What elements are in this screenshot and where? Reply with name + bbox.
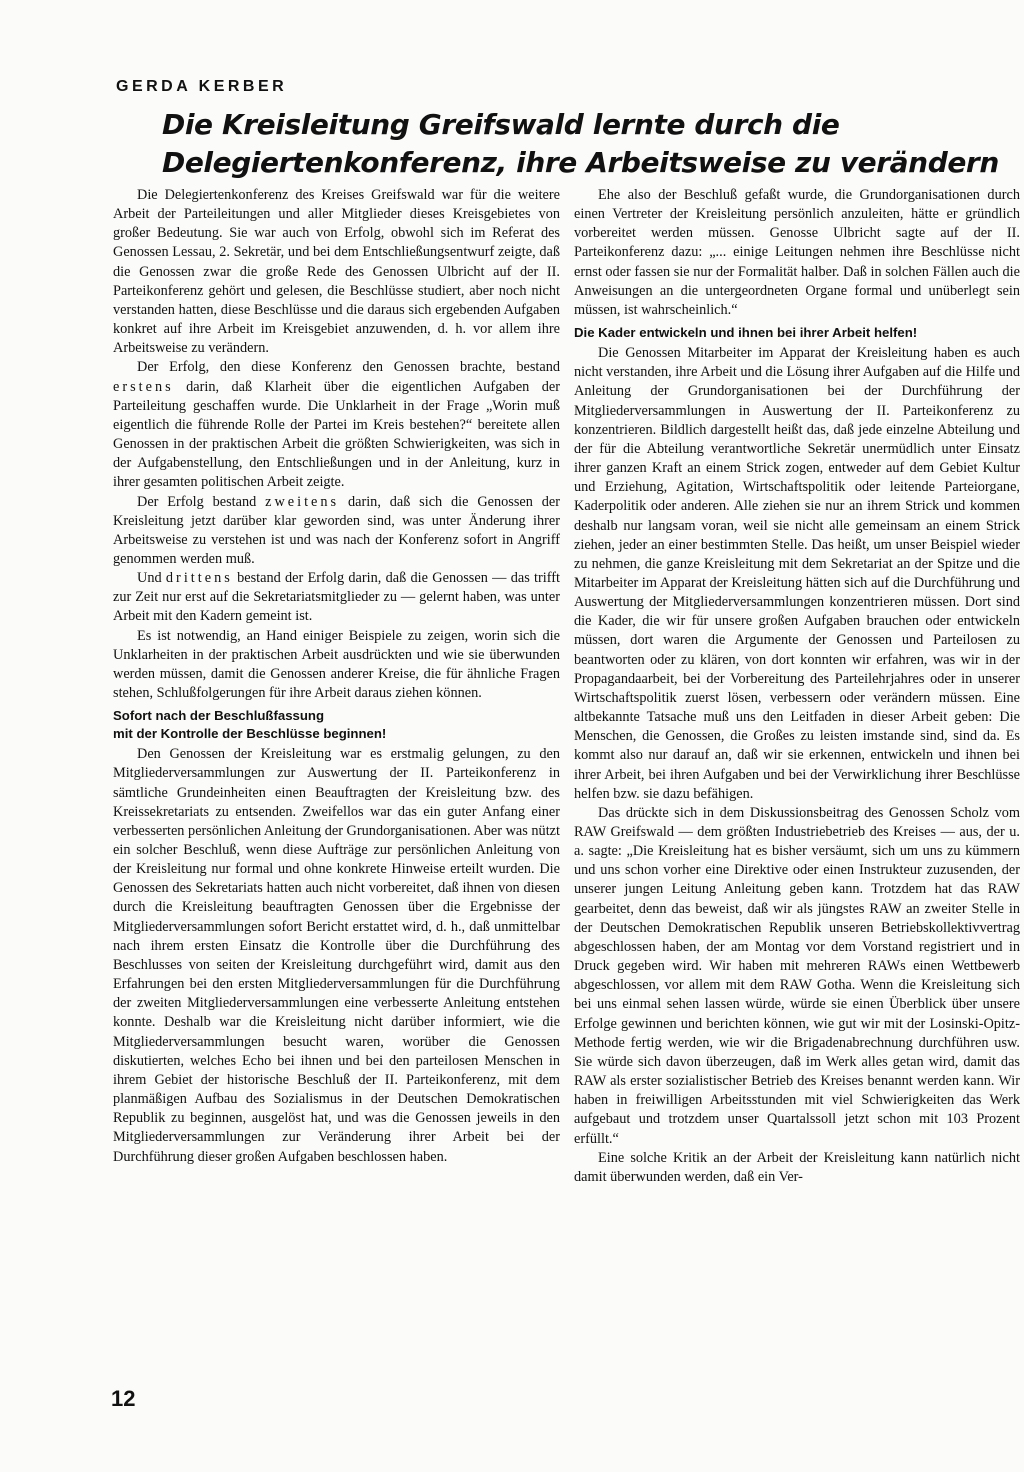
paragraph-text: bestand der Erfolg darin, daß die Genossen — das trifft zur Zeit nur erst auf die Sekretariatsmitglieder zu — gelernt haben, was unter Arbeit mit den Kadern gemeint ist. [113, 570, 560, 625]
paragraph-text: darin, daß sich die Genossen der Kreisleitung jetzt darüber klar geworden sind, was unter Änderung ihrer Arbeitsweise zu verstehen ist und was nach der Konferenz sofort in Angriff genommen werden muß. [113, 493, 560, 567]
paragraph-text: Der Erfolg bestand [137, 493, 266, 510]
left-column [113, 186, 560, 1167]
emphasis-word: zweitens [265, 493, 340, 510]
paragraph: Ehe also der Beschluß gefaßt wurde, die Grundorganisationen durch einen Vertreter der Kreisleitung persönlich anzuleiten, hätte er gründlich vorbereitet werden müssen. Genosse Ulbricht sagte auf der II. Parteikonferenz dazu: „... einige Leitungen nehmen ihre Beschlüsse nicht ernst oder fassen sie nur der Formalität halber. Daß in solchen Fällen auch die Anweisungen an die untergeordneten Organe formal und unüberlegt sein müssen, ist wahrscheinlich.“ [574, 187, 1020, 318]
author-name: GERDA KERBER [116, 78, 288, 95]
paragraph-text: Der Erfolg, den diese Konferenz den Genossen brachte, bestand [137, 359, 560, 376]
section-heading: Die Kader entwickeln und ihnen bei ihrer Arbeit helfen! [574, 325, 918, 341]
paragraph: Das drückte sich in dem Diskussionsbeitrag des Genossen Scholz vom RAW Greifswald — dem größten Industriebetrieb des Kreises — aus, der u. a. sagte: „Die Kreisleitung hat es bisher versäumt, sich um uns zu kümmern und uns schon vorher eine Direktive oder einen Instrukteur zuzusenden, der unserer jungen Leitung Anleitung geben kann. Trotzdem hat das RAW gearbeitet, denn das beweist, daß wir als jüngstes RAW an zweiter Stelle in der Deutschen Demokratischen Republik unseren Betriebskollektivvertrag abgeschlossen haben, der am Montag vor dem Vorstand registriert und in Druck gegeben wird. Wir haben mit mehreren RAWs einen Wettbewerb abgeschlossen, vor allem mit dem RAW Gotha. Wenn die Kreisleitung sich bei uns einmal sehen lassen würde, würde sie einen Überblick über unsere Erfolge gewinnen und berichten können, wie gut wir mit der Losinski-Opitz-Methode fertig werden, wie wir die Brigadenabrechnung durchführen usw. Sie würde sich davon überzeugen, daß im Werk alles getan wird, damit das RAW als erster sozialistischer Betrieb des Kreises benannt werden kann. Wir haben in freiwilligen Arbeitsstunden mit viel Schwierigkeiten das Werk aufgebaut und trotzdem unser Quartalssoll jetzt schon mit 103 Prozent erfüllt.“ [574, 804, 1020, 1147]
paragraph: Eine solche Kritik an der Arbeit der Kreisleitung kann natürlich nicht damit überwunden werden, daß ein Ver- [574, 1149, 1020, 1185]
paragraph: Es ist notwendig, an Hand einiger Beispiele zu zeigen, worin sich die Unklarheiten in der praktischen Arbeit ausdrückten und wie sie überwunden werden müssen, damit die Genossen anderer Kreise, die für ähnliche Fragen stehen, Schlußfolgerungen für ihre Arbeit daraus ziehen können. [113, 627, 560, 702]
paragraph [113, 358, 560, 492]
section-heading-line: Sofort nach der Beschlußfassung [113, 708, 325, 724]
headline-line-2: Delegiertenkonferenz, ihre Arbeitsweise zu verändern [162, 146, 999, 179]
paragraph-text: darin, daß Klarheit über die eigentlichen Aufgaben der Parteileitung geschaffen wurde. Die Unklarheit in der Frage „Worin muß eigentlich die führende Rolle der Partei im Kreis bestehen?“ bereitete allen Genossen in der praktischen Arbeit die größten Schwierigkeiten, was sich in der Aufgabenstellung, den Entschließungen und in der Anleitung, kurz in ihrer gesamten politischen Arbeit zeigte. [113, 378, 560, 491]
emphasis-word: drittens [165, 570, 233, 587]
paragraph: Die Delegiertenkonferenz des Kreises Greifswald war für die weitere Arbeit der Parteileitungen und aller Mitglieder dieses Kreisgebietes von großer Bedeutung. Sie war auch von Erfolg, obwohl sich im Referat des Genossen Lessau, 2. Sekretär, und bei dem Entschließungsentwurf zeigte, daß die Genossen zwar die große Rede des Genossen Ulbricht auf der II. Parteikonferenz gehört und gelesen, die Beschlüsse studiert, aber noch nicht verstanden hatten, diese Beschlüsse und die daraus sich ergebenden Aufgaben konkret auf ihre Arbeit im Kreisgebiet anzuwenden, d. h. vor allem ihre Arbeitsweise zu verändern. [113, 187, 560, 357]
paragraph [113, 569, 560, 626]
emphasis-word: erstens [113, 378, 174, 395]
paragraph-text: Und [137, 570, 166, 587]
paragraph [113, 493, 560, 570]
paragraph: Die Genossen Mitarbeiter im Apparat der Kreisleitung haben es auch nicht verstanden, ihre Arbeit und die Lösung ihrer Aufgaben auf die Hilfe und Anleitung der Grundorganisationen bei der Durchführung der Mitgliederversammlungen in Auswertung der II. Parteikonferenz zu konzentrieren. Bildlich dargestellt heißt das, daß jede einzelne Abteilung und der für die Abteilung verantwortliche Sekretär unermüdlich unter Einsatz ihrer ganzen Kraft an einem Strick zogen, entweder auf dem Gebiet Kultur und Erziehung, Agitation, Wirtschaftspolitik oder leitende Parteiorgane, Kaderpolitik oder anderen. Alle ziehen sie nur an ihrem Strick und kommen deshalb nur langsam voran, weil sie nicht alle gemeinsam an einem Strick ziehen, jeder an einer bestimmten Stelle. Das heißt, um unser Beispiel wieder zu nehmen, die ganze Kreisleitung mit dem Sekretariat an der Spitze und die Mitarbeiter im Apparat der Kreisleitung hätten sich auf die Durchführung und Auswertung der Mitgliederversammlungen konzentrieren müssen. Dort sind die Kader, die wir für unsere großen Aufgaben brauchen oder entwickeln müssen, dort waren die Argumente der Genossen und Parteilosen zu beantworten oder zu klären, von dort konnten wir erfahren, was wir in der Propagandaarbeit, bei der Vorbereitung des Parteilehrjahres oder in unserer Wirtschaftspolitik zuerst lösen, verbessern oder verändern müssen. Eine altbekannte Tatsache muß uns den Leitfaden in dieser Arbeit geben: Die Menschen, die Genossen, die Großes zu leisten imstande sind, sind da. Es kommt also nur darauf an, daß wir sie erkennen, entwickeln und ihnen bei ihrer Arbeit, bei ihren Aufgaben und bei der Verwirklichung ihrer Beschlüsse helfen bzw. sie dazu befähigen. [574, 345, 1020, 802]
section-heading [113, 707, 560, 743]
paragraph: Den Genossen der Kreisleitung war es erstmalig gelungen, zu den Mitgliederversammlungen zur Auswertung der II. Parteikonferenz in sämtliche Grundeinheiten einen Beauftragten der Kreisleitung bzw. des Kreissekretariats zu entsenden. Zweifellos war das ein guter Anfang einer verbesserten persönlichen Anleitung der Grundorganisationen. Aber was nützt ein solcher Beschluß, wenn diese Aufträge zur persönlichen Anleitung von der Kreisleitung nur formal und ohne konkrete Hinweise erteilt wurden. Die Genossen des Sekretariats hatten auch nicht vorbereitet, daß ihnen von diesen durch die Kreisleitung beauftragten Genossen über die Ergebnisse der Mitgliederversammlungen sofort Bericht erstattet wird, d. h., daß unmittelbar nach ihrem ersten Einsatz die Kontrolle über die Durchführung des Beschlusses von seiten der Kreisleitung durchgeführt wird, damit aus den Erfahrungen bei den ersten Mitgliederversammlungen für die Durchführung der zweiten Mitgliederversammlungen eine verbesserte Anleitung entstehen konnte. Deshalb war die Kreisleitung nicht darüber informiert, wie die Mitgliederversammlungen besucht waren, worüber die Genossen diskutierten, welches Echo bei ihnen und bei den parteilosen Menschen in ihrem Gebiet der historische Beschluß der II. Parteikonferenz, mit dem planmäßigen Aufbau des Sozialismus in der Deutschen Demokratischen Republik zu beginnen, ausgelöst hat, und was die Genossen jeweils in den Mitgliederversammlungen zur Veränderung ihrer Arbeit bei der Durchführung dieser großen Aufgaben beschlossen haben. [113, 746, 560, 1165]
article-headline [162, 106, 1012, 182]
headline-line-1: Die Kreisleitung Greifswald lernte durch die [162, 108, 840, 141]
section-heading-line: mit der Kontrolle der Beschlüsse beginnen! [113, 726, 387, 742]
right-column [574, 186, 1020, 1187]
page-number: 12 [111, 1386, 136, 1411]
